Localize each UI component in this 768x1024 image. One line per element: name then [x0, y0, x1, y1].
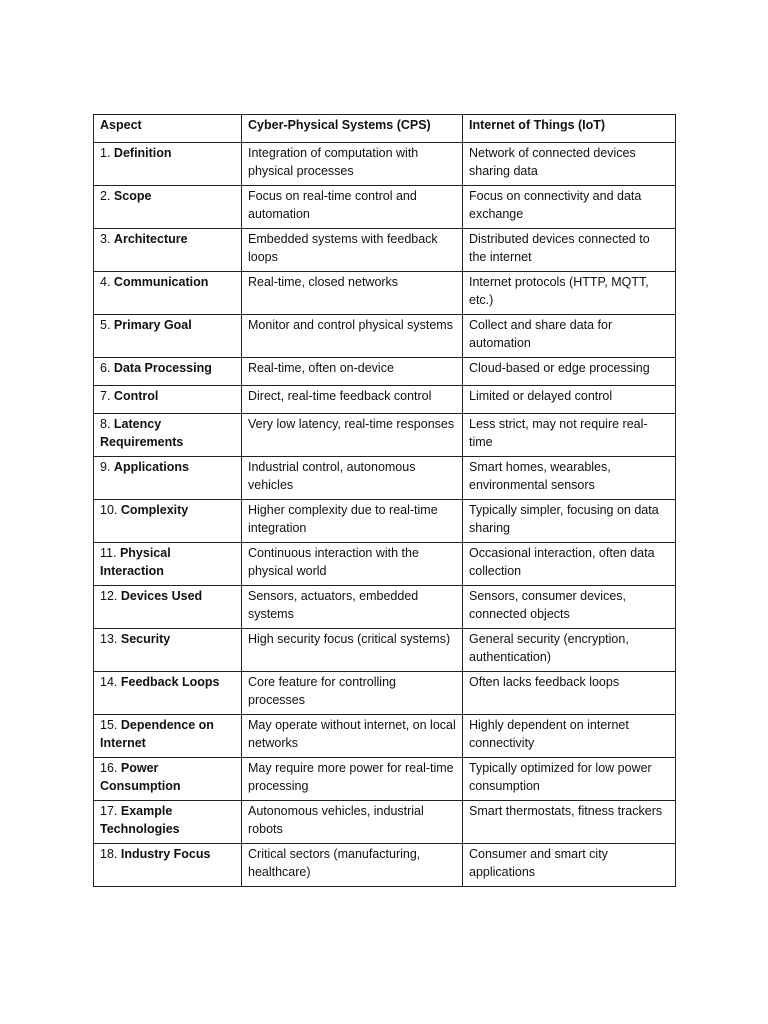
- cps-cell: May operate without internet, on local networks: [242, 715, 463, 758]
- table-row: [94, 715, 676, 758]
- iot-cell: Distributed devices connected to the internet: [463, 229, 676, 272]
- row-number: 1.: [100, 146, 111, 160]
- aspect-name: Scope: [113, 189, 152, 203]
- aspect-cell: [94, 801, 242, 844]
- cps-cell: Monitor and control physical systems: [242, 315, 463, 358]
- row-number: 12.: [100, 589, 118, 603]
- cps-cell: May require more power for real-time processing: [242, 758, 463, 801]
- aspect-name: Power Consumption: [100, 761, 181, 793]
- cps-cell: Autonomous vehicles, industrial robots: [242, 801, 463, 844]
- header-cps: Cyber-Physical Systems (CPS): [242, 115, 463, 143]
- aspect-cell: [94, 586, 242, 629]
- row-number: 3.: [100, 232, 111, 246]
- aspect-name: Applications: [113, 460, 189, 474]
- cps-cell: High security focus (critical systems): [242, 629, 463, 672]
- aspect-name: Security: [120, 632, 171, 646]
- aspect-name: Control: [113, 389, 159, 403]
- aspect-name: Example Technologies: [100, 804, 180, 836]
- table-row: [94, 186, 676, 229]
- aspect-cell: [94, 672, 242, 715]
- aspect-name: Definition: [113, 146, 172, 160]
- aspect-name: Feedback Loops: [120, 675, 220, 689]
- table-row: [94, 801, 676, 844]
- iot-cell: Collect and share data for automation: [463, 315, 676, 358]
- row-number: 5.: [100, 318, 111, 332]
- row-number: 9.: [100, 460, 111, 474]
- row-number: 16.: [100, 761, 118, 775]
- iot-cell: Typically optimized for low power consumption: [463, 758, 676, 801]
- row-number: 13.: [100, 632, 118, 646]
- aspect-cell: [94, 143, 242, 186]
- cps-cell: Embedded systems with feedback loops: [242, 229, 463, 272]
- aspect-cell: [94, 758, 242, 801]
- aspect-name: Primary Goal: [113, 318, 192, 332]
- iot-cell: Smart thermostats, fitness trackers: [463, 801, 676, 844]
- iot-cell: Network of connected devices sharing data: [463, 143, 676, 186]
- aspect-cell: [94, 457, 242, 500]
- aspect-name: Industry Focus: [120, 847, 211, 861]
- comparison-table: [93, 114, 676, 887]
- row-number: 4.: [100, 275, 111, 289]
- table-row: [94, 315, 676, 358]
- aspect-cell: [94, 229, 242, 272]
- iot-cell: General security (encryption, authentication): [463, 629, 676, 672]
- cps-cell: Real-time, often on-device: [242, 358, 463, 386]
- aspect-cell: [94, 543, 242, 586]
- aspect-name: Data Processing: [113, 361, 212, 375]
- header-iot: Internet of Things (IoT): [463, 115, 676, 143]
- iot-cell: Less strict, may not require real-time: [463, 414, 676, 457]
- table-row: [94, 358, 676, 386]
- iot-cell: Limited or delayed control: [463, 386, 676, 414]
- aspect-cell: [94, 500, 242, 543]
- cps-cell: Integration of computation with physical processes: [242, 143, 463, 186]
- row-number: 8.: [100, 417, 111, 431]
- aspect-cell: [94, 186, 242, 229]
- cps-cell: Direct, real-time feedback control: [242, 386, 463, 414]
- table-row: [94, 229, 676, 272]
- iot-cell: Smart homes, wearables, environmental sensors: [463, 457, 676, 500]
- table-row: [94, 844, 676, 887]
- aspect-name: Latency Requirements: [100, 417, 184, 449]
- aspect-cell: [94, 386, 242, 414]
- cps-cell: Critical sectors (manufacturing, healthcare): [242, 844, 463, 887]
- cps-cell: Sensors, actuators, embedded systems: [242, 586, 463, 629]
- table-row: [94, 672, 676, 715]
- aspect-name: Physical Interaction: [100, 546, 171, 578]
- table-row: [94, 386, 676, 414]
- row-number: 7.: [100, 389, 111, 403]
- cps-cell: Industrial control, autonomous vehicles: [242, 457, 463, 500]
- cps-cell: Very low latency, real-time responses: [242, 414, 463, 457]
- table-row: [94, 143, 676, 186]
- iot-cell: Typically simpler, focusing on data sharing: [463, 500, 676, 543]
- iot-cell: Sensors, consumer devices, connected objects: [463, 586, 676, 629]
- aspect-cell: [94, 358, 242, 386]
- table-row: [94, 414, 676, 457]
- cps-cell: Focus on real-time control and automation: [242, 186, 463, 229]
- row-number: 6.: [100, 361, 111, 375]
- table-row: [94, 457, 676, 500]
- aspect-cell: [94, 715, 242, 758]
- iot-cell: Internet protocols (HTTP, MQTT, etc.): [463, 272, 676, 315]
- iot-cell: Occasional interaction, often data collection: [463, 543, 676, 586]
- aspect-cell: [94, 844, 242, 887]
- table-row: [94, 758, 676, 801]
- row-number: 2.: [100, 189, 111, 203]
- row-number: 15.: [100, 718, 118, 732]
- row-number: 18.: [100, 847, 118, 861]
- table-row: [94, 543, 676, 586]
- cps-cell: Real-time, closed networks: [242, 272, 463, 315]
- row-number: 10.: [100, 503, 118, 517]
- aspect-name: Dependence on Internet: [100, 718, 214, 750]
- iot-cell: Highly dependent on internet connectivity: [463, 715, 676, 758]
- iot-cell: Focus on connectivity and data exchange: [463, 186, 676, 229]
- aspect-name: Devices Used: [120, 589, 203, 603]
- cps-cell: Continuous interaction with the physical world: [242, 543, 463, 586]
- header-aspect: Aspect: [94, 115, 242, 143]
- table-row: [94, 586, 676, 629]
- aspect-name: Complexity: [120, 503, 189, 517]
- iot-cell: Consumer and smart city applications: [463, 844, 676, 887]
- aspect-cell: [94, 414, 242, 457]
- aspect-name: Communication: [113, 275, 209, 289]
- aspect-cell: [94, 272, 242, 315]
- aspect-cell: [94, 629, 242, 672]
- table-row: [94, 629, 676, 672]
- row-number: 14.: [100, 675, 118, 689]
- aspect-name: Architecture: [113, 232, 188, 246]
- table-row: [94, 272, 676, 315]
- cps-cell: Core feature for controlling processes: [242, 672, 463, 715]
- aspect-cell: [94, 315, 242, 358]
- iot-cell: Cloud-based or edge processing: [463, 358, 676, 386]
- iot-cell: Often lacks feedback loops: [463, 672, 676, 715]
- table-header-row: [94, 115, 676, 143]
- table-row: [94, 500, 676, 543]
- row-number: 11.: [100, 546, 117, 560]
- row-number: 17.: [100, 804, 118, 818]
- cps-cell: Higher complexity due to real-time integration: [242, 500, 463, 543]
